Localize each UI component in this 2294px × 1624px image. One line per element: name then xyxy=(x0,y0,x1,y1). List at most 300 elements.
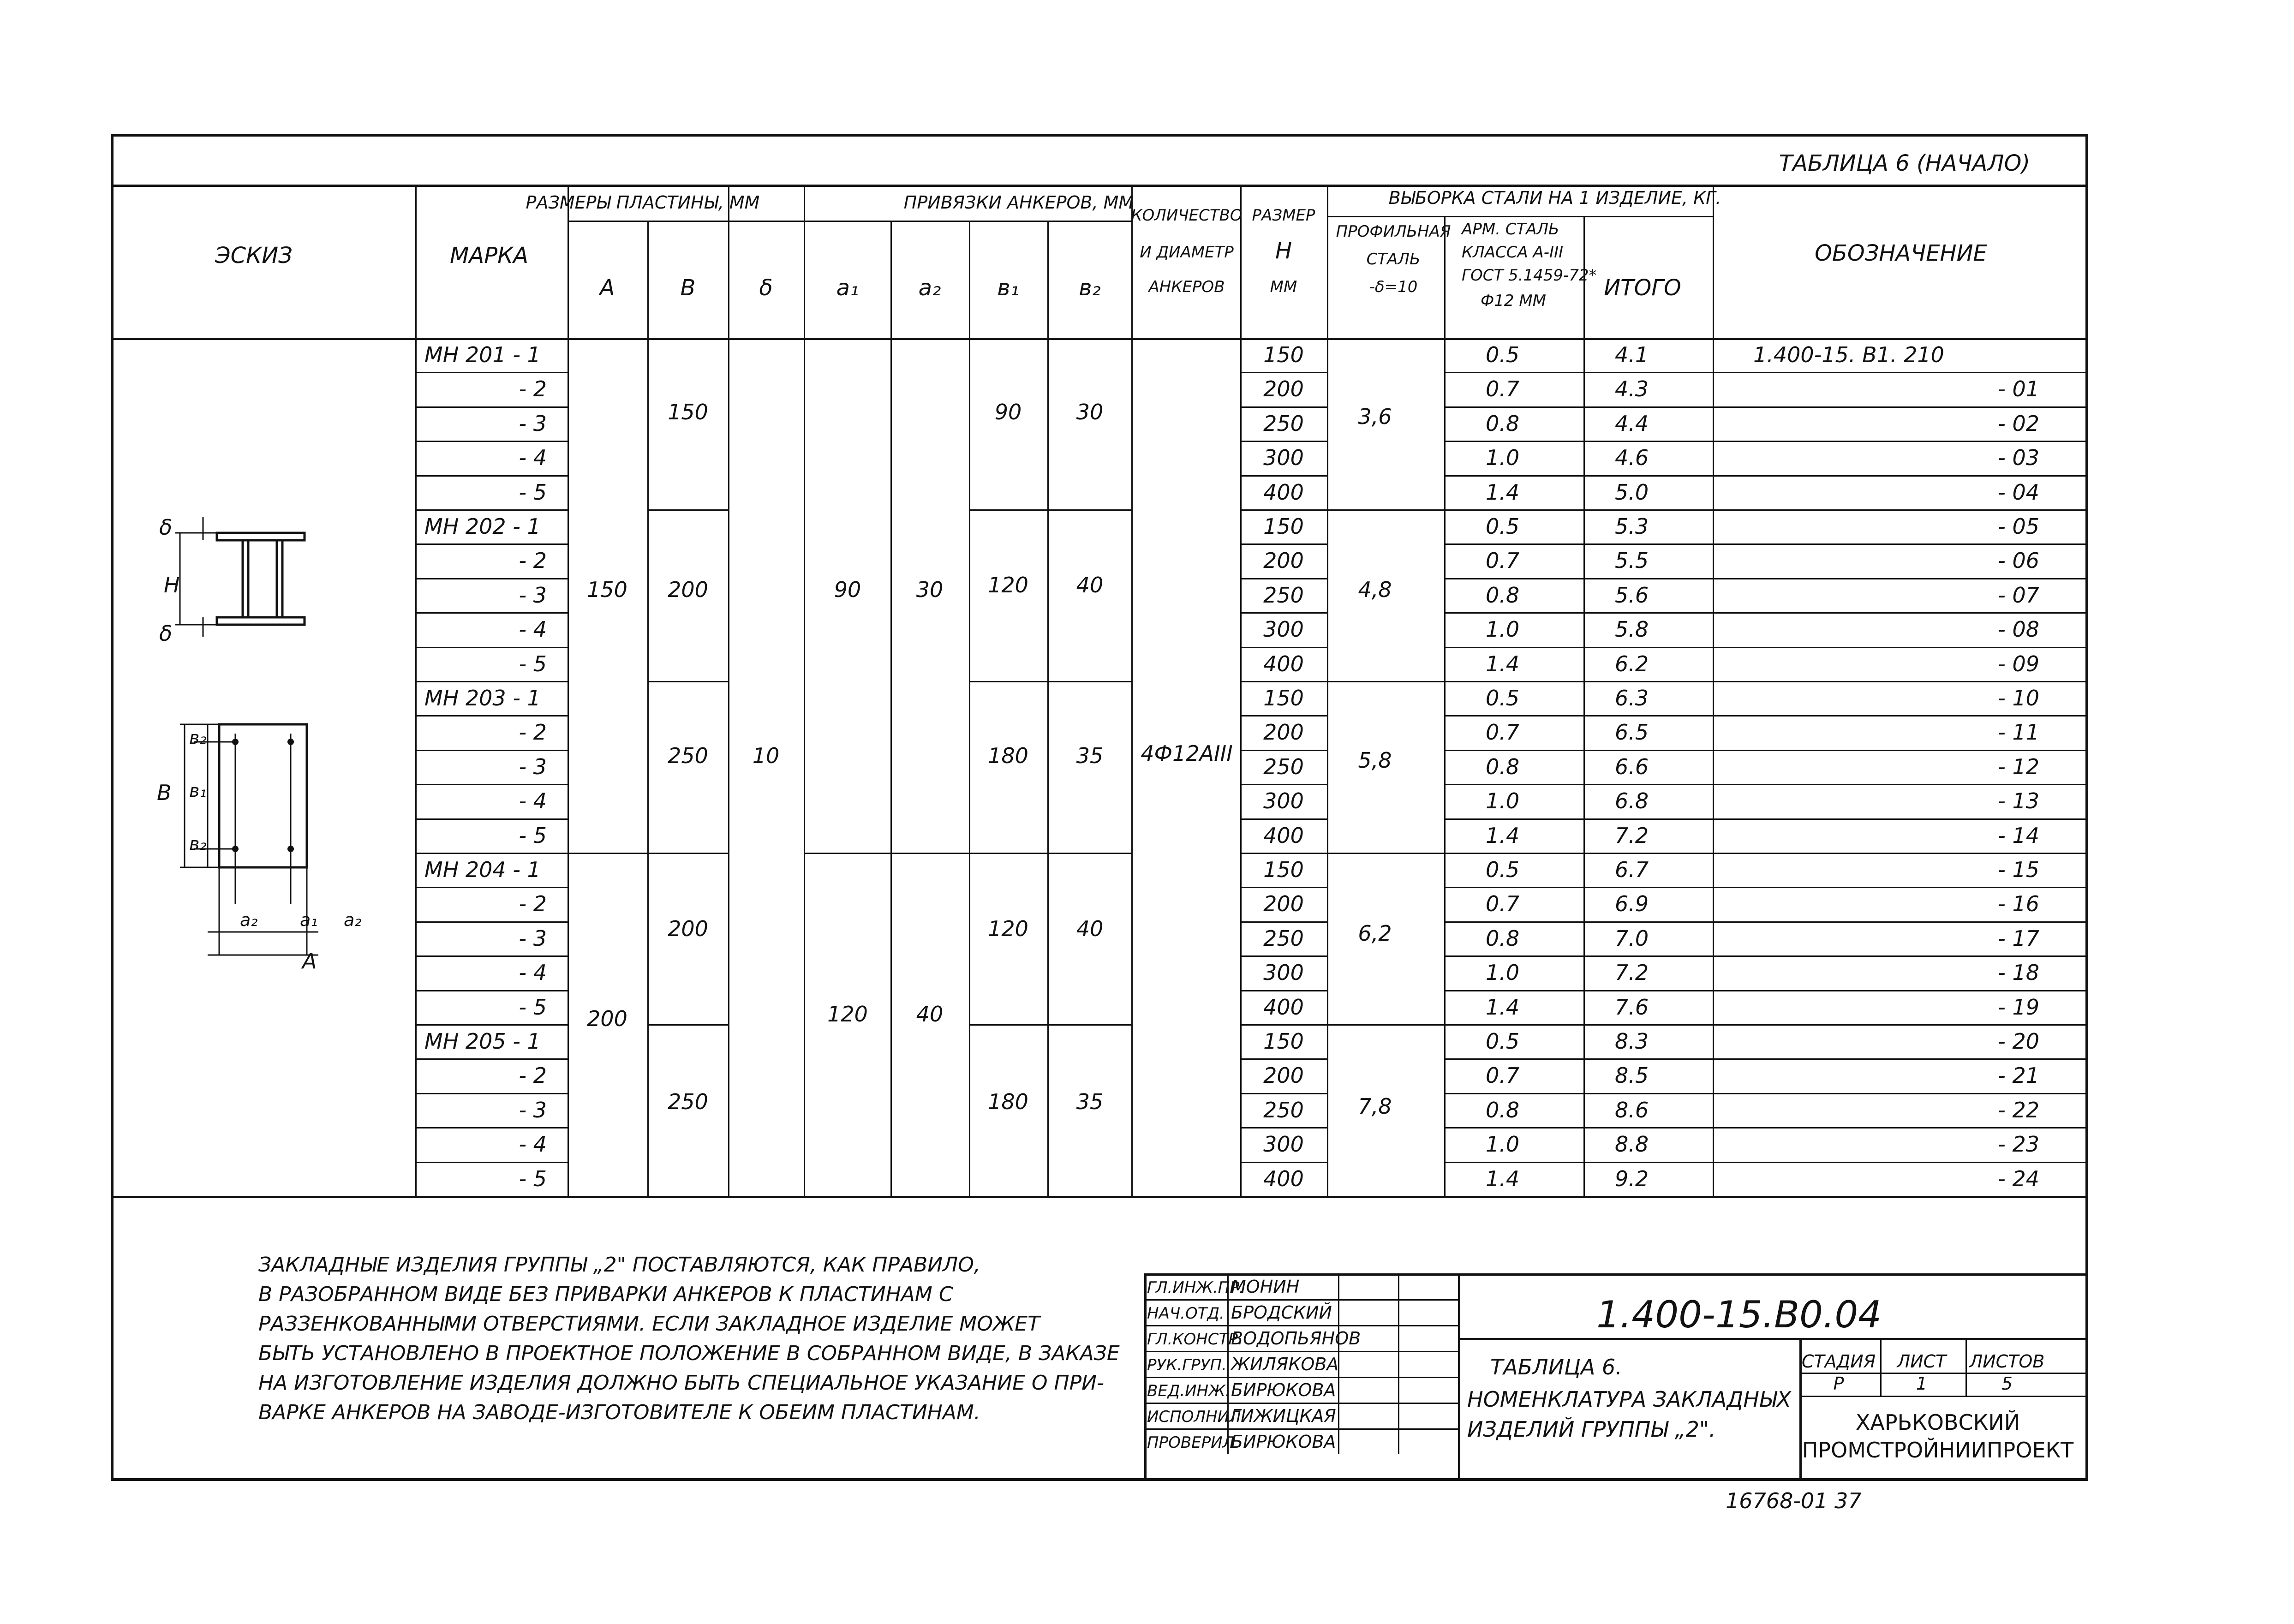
column-line-8 xyxy=(1047,221,1049,1196)
table-row-rebar: 1.4 xyxy=(1486,479,1520,505)
cell-profile-201: 3,6 xyxy=(1358,404,1392,429)
sketch-label-delta-bottom: δ xyxy=(159,621,173,646)
cell-b2-40: 40 xyxy=(1076,573,1104,597)
row-line-H xyxy=(1240,990,1327,991)
document-code: 1.400-15.В0.04 xyxy=(1596,1293,1882,1336)
table-row-H: 300 xyxy=(1263,1132,1304,1157)
table-row-mark: - 4 xyxy=(519,788,547,814)
sketch-label-delta-top: δ xyxy=(159,515,173,540)
header-anchors-1: КОЛИЧЕСТВО xyxy=(1131,206,1243,225)
table-row-H: 250 xyxy=(1263,754,1304,779)
table-row-designation: - 10 xyxy=(1998,686,2039,710)
table-row-total: 4.1 xyxy=(1615,342,1649,367)
stamp-stage-rule xyxy=(1799,1373,2088,1374)
stamp-row-rule xyxy=(1144,1325,1458,1326)
table-row-rebar: 1.4 xyxy=(1486,823,1520,848)
table-row-designation: - 16 xyxy=(1998,891,2039,917)
cell-b1-90: 90 xyxy=(994,400,1022,424)
table-row-rebar: 0.8 xyxy=(1486,582,1520,608)
stamp-row-rule xyxy=(1144,1403,1458,1404)
stamp-main-divider xyxy=(1458,1273,1460,1481)
row-line-right xyxy=(1444,853,2088,854)
table-row-total: 5.0 xyxy=(1615,479,1649,505)
cell-b2-40b: 40 xyxy=(1076,916,1104,941)
table-row-total: 5.6 xyxy=(1615,582,1649,608)
sketch-label-b2-top: в₂ xyxy=(189,728,207,748)
table-row-mark: - 4 xyxy=(519,617,547,642)
table-row-rebar: 0.5 xyxy=(1486,686,1520,710)
header-total: ИТОГО xyxy=(1604,275,1681,301)
row-line-right xyxy=(1444,1058,2088,1060)
organization-1: ХАРЬКОВСКИЙ xyxy=(1855,1410,2020,1435)
row-line-right xyxy=(1444,1162,2088,1163)
table-row-H: 150 xyxy=(1263,514,1304,539)
stamp-role: ГЛ.КОНСТР. xyxy=(1147,1330,1243,1349)
column-line-14 xyxy=(1713,185,1714,1196)
stamp-top-rule xyxy=(1144,1273,2088,1276)
table-row-designation: - 01 xyxy=(1998,376,2039,402)
header-size-3: ММ xyxy=(1270,278,1297,296)
table-row-rebar: 0.7 xyxy=(1486,720,1520,745)
cell-a2-30: 30 xyxy=(916,577,944,602)
header-col-a1: а₁ xyxy=(836,275,859,301)
table-row-total: 7.2 xyxy=(1615,960,1649,985)
row-line-right xyxy=(1444,818,2088,820)
column-line-4 xyxy=(728,185,729,1196)
table-row-rebar: 0.7 xyxy=(1486,548,1520,573)
table-row-mark: МН 205 - 1 xyxy=(424,1029,541,1054)
table-row-total: 4.6 xyxy=(1615,445,1649,471)
stamp-name: БИРЮКОВА xyxy=(1231,1432,1336,1452)
table-row-rebar: 1.0 xyxy=(1486,617,1520,642)
stamp-stage-rule-2 xyxy=(1799,1396,2088,1397)
note-line: РАЗЗЕНКОВАННЫМИ ОТВЕРСТИЯМИ. ЕСЛИ ЗАКЛАДНОЕ ИЗДЕЛИЕ МОЖЕТ xyxy=(258,1312,1040,1336)
stamp-role: РУК.ГРУП. xyxy=(1147,1356,1227,1374)
cell-profile-203: 5,8 xyxy=(1358,748,1392,773)
table-row-designation: - 08 xyxy=(1998,617,2039,642)
header-col-B: В xyxy=(680,275,696,301)
table-row-total: 5.8 xyxy=(1615,617,1649,642)
table-row-mark: - 5 xyxy=(519,1166,547,1191)
stamp-sheets-divider xyxy=(1965,1338,1967,1396)
table-row-mark: МН 201 - 1 xyxy=(424,342,541,367)
row-line-H xyxy=(1240,715,1327,716)
row-line-mark xyxy=(415,543,568,545)
table-row-rebar: 1.0 xyxy=(1486,1132,1520,1157)
header-anchors-2: И ДИАМЕТР xyxy=(1140,243,1234,262)
row-line-H xyxy=(1240,1162,1327,1163)
row-line-right xyxy=(1444,406,2088,408)
table-row-mark: МН 204 - 1 xyxy=(424,857,541,882)
row-line-mark xyxy=(415,372,568,373)
table-row-designation: - 18 xyxy=(1998,960,2039,985)
header-plate-sizes: РАЗМЕРЫ ПЛАСТИНЫ, ММ xyxy=(526,192,760,213)
row-line-mark xyxy=(415,715,568,716)
table-row-mark: - 3 xyxy=(519,1097,547,1122)
header-rebar-4: Ф12 ММ xyxy=(1480,292,1547,310)
header-sketch: ЭСКИЗ xyxy=(215,243,293,269)
row-line-right xyxy=(1444,681,2088,682)
row-line-mark xyxy=(415,647,568,648)
column-line-11 xyxy=(1327,185,1328,1196)
table-row-H: 250 xyxy=(1263,925,1304,951)
table-row-rebar: 1.4 xyxy=(1486,1166,1520,1191)
header-col-a2: а₂ xyxy=(918,275,941,301)
stamp-row-rule xyxy=(1144,1351,1458,1352)
table-row-mark: МН 202 - 1 xyxy=(424,514,541,539)
row-line-mark xyxy=(415,955,568,957)
table-row-designation: - 02 xyxy=(1998,411,2039,436)
row-line-H xyxy=(1240,784,1327,785)
header-profile-3: -δ=10 xyxy=(1369,278,1418,296)
row-line-H xyxy=(1240,955,1327,957)
group-line-B xyxy=(647,853,728,854)
row-line-right xyxy=(1444,750,2088,751)
stamp-sheets: 5 xyxy=(2001,1373,2013,1394)
table-row-rebar: 1.0 xyxy=(1486,445,1520,471)
table-row-designation: - 07 xyxy=(1998,582,2039,608)
stamp-row-rule xyxy=(1144,1299,1458,1301)
stamp-sheet: 1 xyxy=(1916,1373,1928,1394)
group-line-profile xyxy=(1327,509,1444,511)
table-row-mark: - 2 xyxy=(519,548,547,573)
row-line-mark xyxy=(415,406,568,408)
row-line-mark xyxy=(415,509,568,511)
table-row-total: 6.6 xyxy=(1615,754,1649,779)
stamp-code-rule xyxy=(1458,1338,2088,1340)
table-row-designation: - 17 xyxy=(1998,925,2039,951)
header-designation: ОБОЗНАЧЕНИЕ xyxy=(1815,240,1987,266)
row-line-H xyxy=(1240,1058,1327,1060)
table-row-total: 6.9 xyxy=(1615,891,1649,917)
row-line-H xyxy=(1240,853,1327,854)
column-line-1 xyxy=(415,185,417,1196)
row-line-H xyxy=(1240,441,1327,442)
table-row-mark: - 3 xyxy=(519,411,547,436)
table-row-total: 8.3 xyxy=(1615,1029,1649,1054)
cell-a1-120: 120 xyxy=(827,1002,868,1027)
sketch-label-a2-left: а₂ xyxy=(240,910,258,930)
row-line-H xyxy=(1240,475,1327,477)
row-line-right xyxy=(1444,1093,2088,1094)
stamp-name: БРОДСКИЙ xyxy=(1231,1302,1332,1323)
row-line-right xyxy=(1444,1024,2088,1026)
cell-b1-180: 180 xyxy=(988,743,1028,768)
table-row-rebar: 0.8 xyxy=(1486,1097,1520,1122)
table-row-mark: - 2 xyxy=(519,376,547,402)
stamp-role: НАЧ.ОТД. xyxy=(1147,1304,1225,1323)
row-line-right xyxy=(1444,509,2088,511)
table-row-designation: - 23 xyxy=(1998,1132,2039,1157)
stamp-name: ГИЖИЦКАЯ xyxy=(1231,1406,1336,1426)
cell-profile-204: 6,2 xyxy=(1358,921,1392,946)
row-line-H xyxy=(1240,509,1327,511)
note-line: БЫТЬ УСТАНОВЛЕНО В ПРОЕКТНОЕ ПОЛОЖЕНИЕ В СОБРАННОМ ВИДЕ, В ЗАКАЗЕ xyxy=(258,1342,1120,1365)
row-line-H xyxy=(1240,681,1327,682)
stamp-row-rule xyxy=(1144,1377,1458,1378)
drawing-frame xyxy=(111,134,2088,1481)
table-row-mark: - 4 xyxy=(519,960,547,985)
header-anchors-3: АНКЕРОВ xyxy=(1148,278,1225,296)
sketch-label-b1: в₁ xyxy=(189,781,207,801)
table-row-H: 150 xyxy=(1263,857,1304,882)
column-line-2 xyxy=(568,185,569,1196)
steel-sample-rule xyxy=(1327,216,1713,217)
row-line-right xyxy=(1444,921,2088,923)
table-row-total: 6.2 xyxy=(1615,651,1649,676)
table-row-total: 6.3 xyxy=(1615,686,1649,710)
header-steel-sample: ВЫБОРКА СТАЛИ НА 1 ИЗДЕЛИЕ, КГ. xyxy=(1388,188,1721,208)
table-row-mark: - 3 xyxy=(519,754,547,779)
row-line-mark xyxy=(415,990,568,991)
table-row-designation: - 15 xyxy=(1998,857,2039,882)
row-line-H xyxy=(1240,612,1327,614)
table-row-total: 5.5 xyxy=(1615,548,1649,573)
row-line-right xyxy=(1444,715,2088,716)
row-line-H xyxy=(1240,1024,1327,1026)
table-row-total: 5.3 xyxy=(1615,514,1649,539)
cell-delta: 10 xyxy=(752,743,780,768)
table-row-mark: - 5 xyxy=(519,823,547,848)
group-line-B xyxy=(647,681,728,682)
group-line-b xyxy=(969,1024,1131,1026)
row-line-H xyxy=(1240,647,1327,648)
header-col-b1: в₁ xyxy=(997,275,1019,301)
anchor-bindings-rule xyxy=(804,221,1131,222)
table-row-rebar: 1.4 xyxy=(1486,651,1520,676)
cell-B-150: 150 xyxy=(668,400,708,424)
row-line-H xyxy=(1240,578,1327,579)
column-line-3 xyxy=(647,221,649,1196)
sketch-label-a1: а₁ xyxy=(300,910,318,930)
cell-A-200: 200 xyxy=(587,1006,627,1031)
table-row-H: 200 xyxy=(1263,891,1304,917)
row-line-mark xyxy=(415,784,568,785)
note-line: ВАРКЕ АНКЕРОВ НА ЗАВОДЕ-ИЗГОТОВИТЕЛЕ К ОБЕИМ ПЛАСТИНАМ. xyxy=(258,1401,980,1424)
sketch-label-a2-right: а₂ xyxy=(344,910,362,930)
group-line-B xyxy=(647,509,728,511)
table-row-designation: - 14 xyxy=(1998,823,2039,848)
table-row-designation: - 06 xyxy=(1998,548,2039,573)
cell-anchors: 4Ф12АIII xyxy=(1141,741,1233,766)
header-mark: МАРКА xyxy=(449,243,529,269)
row-line-right xyxy=(1444,887,2088,888)
table-row-H: 200 xyxy=(1263,720,1304,745)
table-row-H: 200 xyxy=(1263,1063,1304,1088)
row-line-H xyxy=(1240,750,1327,751)
table-row-mark: - 3 xyxy=(519,582,547,608)
table-row-rebar: 0.7 xyxy=(1486,1063,1520,1088)
table-row-H: 400 xyxy=(1263,1166,1304,1191)
header-rebar-3: ГОСТ 5.1459-72* xyxy=(1462,266,1597,285)
group-line-b xyxy=(969,681,1131,682)
cell-b1-120: 120 xyxy=(988,573,1028,597)
table-row-rebar: 1.0 xyxy=(1486,960,1520,985)
stamp-sign-divider xyxy=(1398,1273,1399,1454)
table-row-H: 400 xyxy=(1263,479,1304,505)
table-row-designation: 1.400-15. В1. 210 xyxy=(1753,342,1944,367)
table-row-mark: - 3 xyxy=(519,925,547,951)
footer-code: 16768-01 37 xyxy=(1726,1488,1862,1513)
sketch-label-A: А xyxy=(302,949,317,973)
row-line-mark xyxy=(415,1162,568,1163)
row-line-H xyxy=(1240,921,1327,923)
table-row-total: 8.8 xyxy=(1615,1132,1649,1157)
row-line-H xyxy=(1240,887,1327,888)
header-profile-1: ПРОФИЛЬНАЯ xyxy=(1336,222,1451,241)
stamp-role: ВЕД.ИНЖ. xyxy=(1147,1382,1231,1400)
table-row-total: 6.8 xyxy=(1615,788,1649,814)
cell-b2-35: 35 xyxy=(1076,743,1104,768)
row-line-right xyxy=(1444,1127,2088,1128)
plate-sizes-rule xyxy=(568,221,805,222)
row-line-right xyxy=(1444,372,2088,373)
row-line-mark xyxy=(415,1024,568,1026)
row-line-mark xyxy=(415,441,568,442)
cell-B-200: 200 xyxy=(668,577,708,602)
cell-profile-205: 7,8 xyxy=(1358,1094,1392,1119)
stamp-stage-label: СТАДИЯ xyxy=(1801,1351,1876,1372)
stamp-title-1: ТАБЛИЦА 6. xyxy=(1490,1355,1622,1379)
table-row-H: 150 xyxy=(1263,1029,1304,1054)
table-row-rebar: 0.7 xyxy=(1486,376,1520,402)
table-row-rebar: 0.5 xyxy=(1486,1029,1520,1054)
table-row-mark: - 2 xyxy=(519,891,547,917)
table-row-rebar: 0.8 xyxy=(1486,754,1520,779)
table-row-H: 300 xyxy=(1263,960,1304,985)
table-row-total: 8.5 xyxy=(1615,1063,1649,1088)
row-line-mark xyxy=(415,475,568,477)
table-row-rebar: 0.5 xyxy=(1486,857,1520,882)
table-row-designation: - 03 xyxy=(1998,445,2039,471)
cell-profile-202: 4,8 xyxy=(1358,577,1392,602)
group-line-profile xyxy=(1327,681,1444,682)
column-line-12 xyxy=(1444,216,1446,1196)
cell-b2-35b: 35 xyxy=(1076,1089,1104,1114)
stamp-sheet-divider xyxy=(1880,1338,1882,1396)
table-row-designation: - 05 xyxy=(1998,514,2039,539)
cell-B-250b: 250 xyxy=(668,1089,708,1114)
table-row-designation: - 11 xyxy=(1998,720,2039,745)
table-row-H: 400 xyxy=(1263,651,1304,676)
stamp-name: БИРЮКОВА xyxy=(1231,1380,1336,1400)
row-line-right xyxy=(1444,578,2088,579)
cell-b2-30: 30 xyxy=(1076,400,1104,424)
stamp-role: ИСПОЛНИЛ xyxy=(1147,1408,1241,1426)
table-row-H: 200 xyxy=(1263,376,1304,402)
row-line-H xyxy=(1240,1127,1327,1128)
table-row-designation: - 09 xyxy=(1998,651,2039,676)
stamp-name: ВОДОПЬЯНОВ xyxy=(1231,1328,1361,1349)
table-row-mark: - 4 xyxy=(519,1132,547,1157)
row-line-mark xyxy=(415,921,568,923)
table-row-H: 200 xyxy=(1263,548,1304,573)
group-line-a xyxy=(804,853,969,854)
column-line-7 xyxy=(969,221,970,1196)
table-row-designation: - 04 xyxy=(1998,479,2039,505)
header-col-b2: в₂ xyxy=(1079,275,1101,301)
organization-2: ПРОМСТРОЙНИИПРОЕКТ xyxy=(1802,1438,2074,1463)
header-rebar-1: АРМ. СТАЛЬ xyxy=(1462,220,1559,239)
sketch-label-H: Н xyxy=(164,573,180,597)
stamp-role: ПРОВЕРИЛ xyxy=(1147,1433,1235,1452)
table-row-rebar: 1.4 xyxy=(1486,994,1520,1020)
row-line-mark xyxy=(415,853,568,854)
table-bottom-rule xyxy=(111,1196,2088,1198)
table-row-mark: - 5 xyxy=(519,651,547,676)
row-line-right xyxy=(1444,475,2088,477)
row-line-mark xyxy=(415,612,568,614)
column-line-10 xyxy=(1240,185,1242,1196)
table-row-designation: - 24 xyxy=(1998,1166,2039,1191)
stamp-role-divider xyxy=(1227,1273,1229,1454)
header-size-1: РАЗМЕР xyxy=(1252,206,1315,225)
table-row-mark: - 4 xyxy=(519,445,547,471)
row-line-right xyxy=(1444,441,2088,442)
table-row-total: 4.4 xyxy=(1615,411,1649,436)
row-line-H xyxy=(1240,818,1327,820)
table-row-total: 6.7 xyxy=(1615,857,1649,882)
sketch-label-B: В xyxy=(157,780,172,805)
table-row-H: 150 xyxy=(1263,686,1304,710)
header-profile-2: СТАЛЬ xyxy=(1366,250,1421,269)
row-line-mark xyxy=(415,1058,568,1060)
header-rebar-2: КЛАССА А-III xyxy=(1462,243,1564,262)
table-title: ТАБЛИЦА 6 (НАЧАЛО) xyxy=(1779,150,2030,176)
column-line-6 xyxy=(890,221,892,1196)
table-row-designation: - 19 xyxy=(1998,994,2039,1020)
table-row-rebar: 0.5 xyxy=(1486,342,1520,367)
table-row-mark: - 2 xyxy=(519,1063,547,1088)
row-line-H xyxy=(1240,372,1327,373)
cell-A-150: 150 xyxy=(587,577,627,602)
header-anchor-bindings: ПРИВЯЗКИ АНКЕРОВ, ММ xyxy=(903,192,1134,213)
table-row-total: 7.2 xyxy=(1615,823,1649,848)
group-line-A xyxy=(568,853,647,854)
row-line-mark xyxy=(415,750,568,751)
row-line-mark xyxy=(415,681,568,682)
stamp-role: ГЛ.ИНЖ.ПР. xyxy=(1147,1278,1244,1297)
table-row-total: 6.5 xyxy=(1615,720,1649,745)
sketch-label-b2-bottom: в₂ xyxy=(189,834,207,854)
column-line-13 xyxy=(1583,216,1585,1196)
table-row-rebar: 0.8 xyxy=(1486,411,1520,436)
column-line-5 xyxy=(804,185,805,1196)
row-line-mark xyxy=(415,818,568,820)
row-line-right xyxy=(1444,647,2088,648)
row-line-mark xyxy=(415,578,568,579)
row-line-H xyxy=(1240,406,1327,408)
table-row-H: 150 xyxy=(1263,342,1304,367)
table-row-H: 300 xyxy=(1263,617,1304,642)
header-col-A: А xyxy=(599,275,615,301)
cell-b1-180b: 180 xyxy=(988,1089,1028,1114)
table-row-total: 7.0 xyxy=(1615,925,1649,951)
table-row-H: 300 xyxy=(1263,445,1304,471)
cell-a2-40: 40 xyxy=(916,1002,944,1027)
table-row-H: 250 xyxy=(1263,582,1304,608)
table-row-mark: - 5 xyxy=(519,479,547,505)
cell-a1-90: 90 xyxy=(834,577,861,602)
table-row-designation: - 21 xyxy=(1998,1063,2039,1088)
table-row-mark: МН 203 - 1 xyxy=(424,686,541,710)
table-row-H: 400 xyxy=(1263,823,1304,848)
table-row-rebar: 1.0 xyxy=(1486,788,1520,814)
row-line-mark xyxy=(415,887,568,888)
stamp-stage: Р xyxy=(1833,1373,1844,1394)
stamp-stage-divider xyxy=(1799,1338,1802,1481)
table-row-H: 250 xyxy=(1263,1097,1304,1122)
